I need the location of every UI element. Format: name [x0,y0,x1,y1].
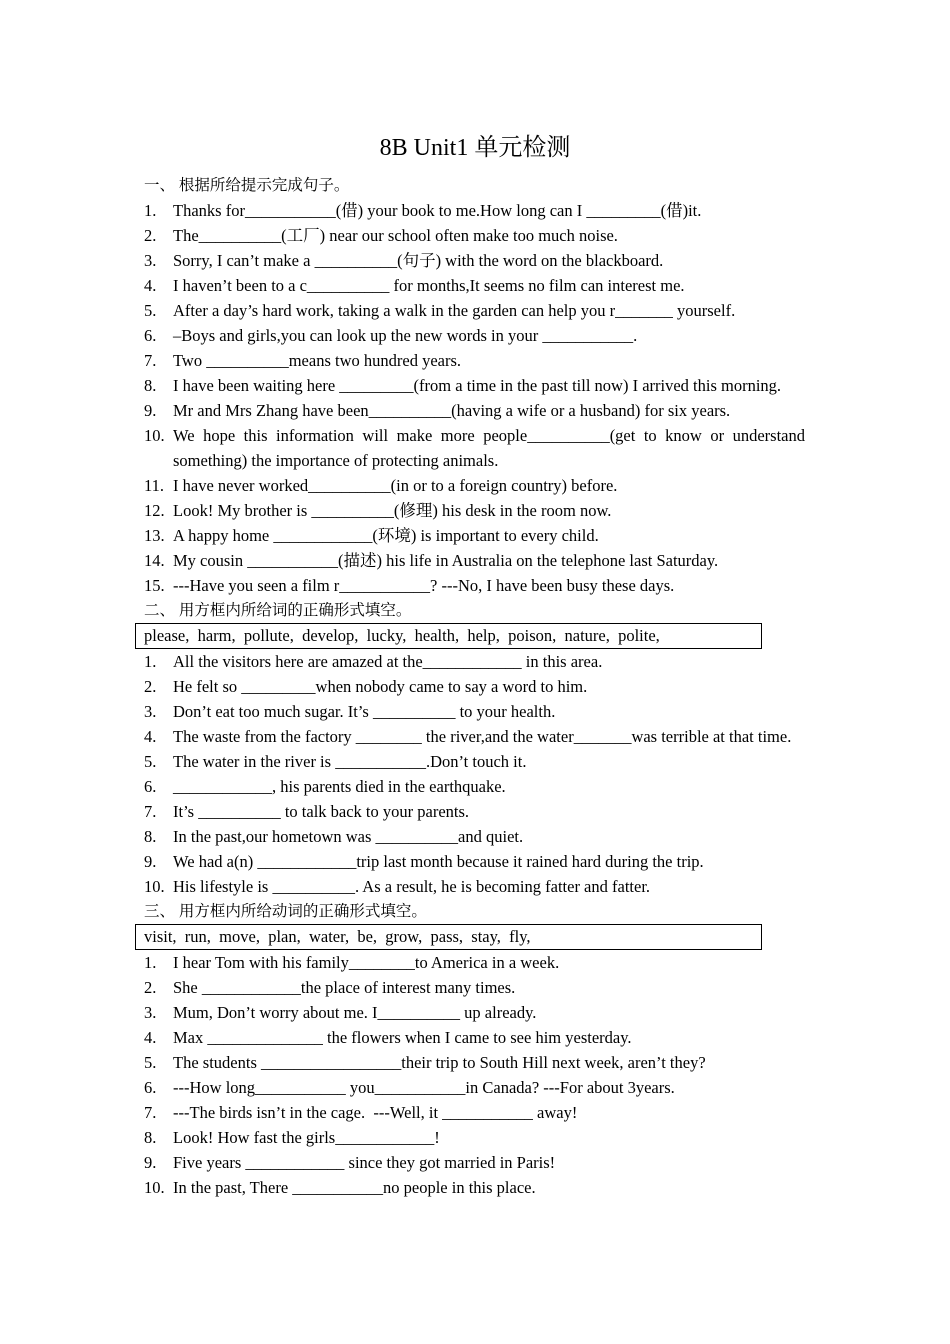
part2-heading: 二、 用方框内所给词的正确形式填空。 [144,602,412,619]
part3-question-7 [144,1100,844,1125]
part3-question-1 [144,950,844,975]
question-text: ____________, his parents died in the earthquake. [173,777,506,796]
question-text: ---Have you seen a film r___________? ---No, I have been busy these days. [173,576,675,595]
question-text: Thanks for___________(借) your book to me.How long can I _________(借)it. [173,201,702,220]
question-number: 9. [144,1153,157,1172]
question-number: 8. [144,827,157,846]
question-number: 3. [144,251,157,270]
part1-question-14 [144,548,844,573]
part3-question-5 [144,1050,844,1075]
question-text: Five years ____________ since they got married in Paris! [173,1153,556,1172]
part3-question-6 [144,1075,844,1100]
question-number: 9. [144,401,157,420]
part2-word-box: please, harm, pollute, develop, lucky, health, help, poison, nature, polite, [135,623,762,649]
part1-question-3 [144,248,844,273]
question-number: 1. [144,652,157,671]
part2-question-10 [144,874,844,899]
part1-question-9 [144,398,844,423]
part3-question-2 [144,975,844,1000]
question-text: She ____________the place of interest many times. [173,978,516,997]
part1-question-7 [144,348,844,373]
part1-question-2 [144,223,844,248]
part1-question-4 [144,273,844,298]
question-number: 6. [144,326,157,345]
part3-word-box: visit, run, move, plan, water, be, grow, pass, stay, fly, [135,924,762,950]
question-number: 15. [144,576,165,595]
question-number: 5. [144,752,157,771]
question-text: The students _________________their trip to South Hill next week, aren’t they? [173,1053,706,1072]
question-text: It’s __________ to talk back to your parents. [173,802,470,821]
part2-question-9 [144,849,844,874]
part1-heading: 一、 根据所给提示完成句子。 [144,177,350,194]
question-number: 5. [144,301,157,320]
question-text: I have never worked__________(in or to a foreign country) before. [173,476,618,495]
part3-question-4 [144,1025,844,1050]
part2-question-4 [144,724,844,749]
question-text: Look! My brother is __________(修理) his desk in the room now. [173,501,612,520]
question-number: 2. [144,677,157,696]
question-number: 8. [144,376,157,395]
question-text: ---The birds isn’t in the cage. ---Well, it ___________ away! [173,1103,578,1122]
question-number: 7. [144,351,157,370]
question-number: 13. [144,526,165,545]
question-text: All the visitors here are amazed at the____________ in this area. [173,652,603,671]
question-text: Don’t eat too much sugar. It’s __________ to your health. [173,702,556,721]
part2-question-8 [144,824,844,849]
question-number: 2. [144,226,157,245]
question-number: 7. [144,1103,157,1122]
question-text: Two __________means two hundred years. [173,351,462,370]
question-number: 12. [144,501,165,520]
part1-question-13 [144,523,844,548]
question-text: Mr and Mrs Zhang have been__________(having a wife or a husband) for six years. [173,401,731,420]
question-text: He felt so _________when nobody came to say a word to him. [173,677,588,696]
question-number: 10. [144,1178,165,1197]
question-text: A happy home ____________(环境) is important to every child. [173,526,599,545]
question-text: We had a(n) ____________trip last month because it rained hard during the trip. [173,852,704,871]
question-number: 10. [144,426,165,445]
part1-question-12 [144,498,844,523]
question-text: ---How long___________ you___________in Canada? ---For about 3years. [173,1078,675,1097]
part2-question-2 [144,674,844,699]
question-number: 1. [144,201,157,220]
part1-question-10 [144,423,844,473]
question-text: His lifestyle is __________. As a result, he is becoming fatter and fatter. [173,877,651,896]
question-number: 6. [144,777,157,796]
question-number: 3. [144,1003,157,1022]
part3-question-10 [144,1175,844,1200]
question-number: 7. [144,802,157,821]
part1-question-5 [144,298,844,323]
question-number: 14. [144,551,165,570]
question-text: We hope this information will make more people__________(get to know or understand something) the importance of protecting animals. [173,426,810,470]
question-number: 1. [144,953,157,972]
question-text: In the past,our hometown was __________and quiet. [173,827,524,846]
part2-question-3 [144,699,844,724]
question-text: –Boys and girls,you can look up the new words in your ___________. [173,326,638,345]
question-number: 9. [144,852,157,871]
page-title: 8B Unit1 单元检测 [379,135,571,161]
question-text: After a day’s hard work, taking a walk in the garden can help you r_______ yourself. [173,301,736,320]
question-text: The water in the river is ___________.Don’t touch it. [173,752,527,771]
part1-question-1 [144,198,844,223]
question-text: Look! How fast the girls____________! [173,1128,440,1147]
part2-question-1 [144,649,844,674]
part1-question-8 [144,373,844,398]
question-text: Max ______________ the flowers when I came to see him yesterday. [173,1028,632,1047]
question-number: 4. [144,276,157,295]
question-number: 6. [144,1078,157,1097]
worksheet-content [144,173,844,1200]
question-number: 4. [144,727,157,746]
question-number: 11. [144,476,165,495]
question-number: 3. [144,702,157,721]
question-text: The waste from the factory ________ the river,and the water_______was terrible at that time. [173,727,792,746]
question-text: My cousin ___________(描述) his life in Australia on the telephone last Saturday. [173,551,719,570]
question-text: Mum, Don’t worry about me. I__________ up already. [173,1003,537,1022]
question-number: 10. [144,877,165,896]
part2-question-7 [144,799,844,824]
part3-question-9 [144,1150,844,1175]
question-text: I haven’t been to a c__________ for months,It seems no film can interest me. [173,276,685,295]
question-number: 4. [144,1028,157,1047]
part3-heading: 三、 用方框内所给动词的正确形式填空。 [144,903,427,920]
question-text: Sorry, I can’t make a __________(句子) with the word on the blackboard. [173,251,664,270]
question-text: The__________(工厂) near our school often make too much noise. [173,226,618,245]
part2-question-5 [144,749,844,774]
question-text: In the past, There ___________no people in this place. [173,1178,536,1197]
part1-question-6 [144,323,844,348]
part1-question-15 [144,573,844,598]
part3-question-3 [144,1000,844,1025]
question-number: 5. [144,1053,157,1072]
part3-question-8 [144,1125,844,1150]
question-number: 8. [144,1128,157,1147]
question-number: 2. [144,978,157,997]
question-text: I have been waiting here _________(from a time in the past till now) I arrived this morning. [173,376,782,395]
part2-question-6 [144,774,844,799]
question-text: I hear Tom with his family________to America in a week. [173,953,560,972]
part1-question-11 [144,473,844,498]
